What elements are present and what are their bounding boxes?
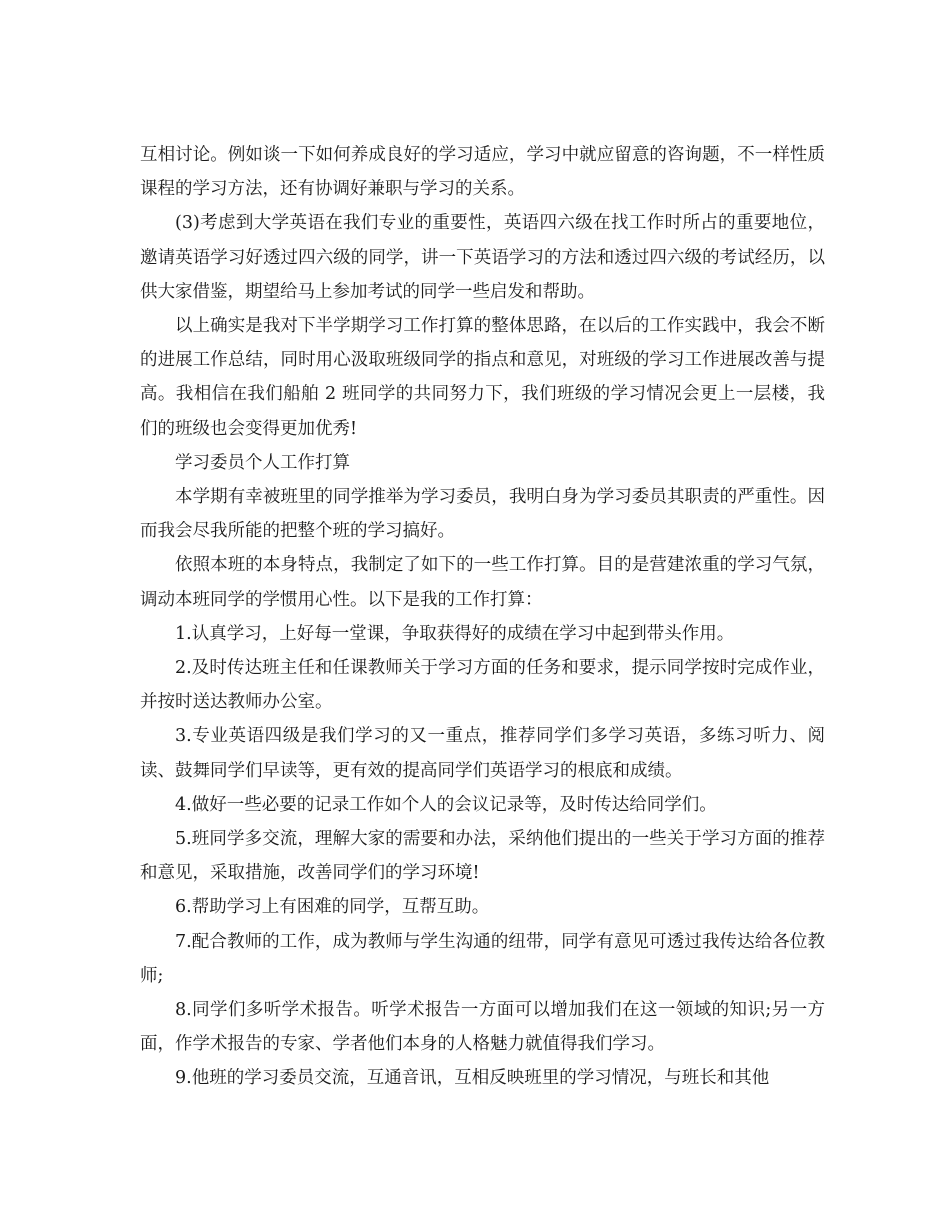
paragraph-3: 以上确实是我对下半学期学习工作打算的整体思路，在以后的工作实践中，我会不断的进展工作总结，同时用心汲取班级同学的指点和意见，对班级的学习工作进展改善与提高。我相信在我们船舶 2 班同学的共同努力下，我们班级的学习情况会更上一层楼，我们的班级也会变得更加优秀!: [140, 316, 825, 439]
list-item-9: 9.他班的学习委员交流，互通音讯，互相反映班里的学习情况，与班长和其他: [175, 1068, 770, 1089]
list-item-1: 1.认真学习，上好每一堂课，争取获得好的成绩在学习中起到带头作用。: [175, 623, 735, 644]
list-item-2: 2.及时传达班主任和任课教师关于学习方面的任务和要求，提示同学按时完成作业，并按时送达教师办公室。: [140, 658, 825, 713]
list-item-7: 7.配合教师的工作，成为教师与学生沟通的纽带，同学有意见可透过我传达给各位教师;: [140, 931, 825, 986]
paragraph-6: 依照本班的本身特点，我制定了如下的一些工作打算。目的是营建浓重的学习气氛，调动本班同学的学惯用心性。以下是我的工作打算：: [140, 555, 825, 610]
paragraph-5: 本学期有幸被班里的同学推举为学习委员，我明白身为学习委员其职责的严重性。因而我会尽我所能的把整个班的学习搞好。: [140, 487, 825, 542]
paragraph-1: 互相讨论。例如谈一下如何养成良好的学习适应，学习中就应留意的咨询题，不一样性质课程的学习方法，还有协调好兼职与学习的关系。: [140, 145, 825, 200]
section-heading: 学习委员个人工作打算: [175, 452, 350, 473]
list-item-6: 6.帮助学习上有困难的同学，互帮互助。: [175, 897, 490, 918]
list-item-4: 4.做好一些必要的记录工作如个人的会议记录等，及时传达给同学们。: [175, 794, 717, 815]
document-body: [140, 138, 825, 1096]
list-item-8: 8.同学们多听学术报告。听学术报告一方面可以增加我们在这一领域的知识;另一方面，作学术报告的专家、学者他们本身的人格魅力就值得我们学习。: [140, 1000, 825, 1055]
list-item-5: 5.班同学多交流，理解大家的需要和办法，采纳他们提出的一些关于学习方面的推荐和意见，采取措施，改善同学们的学习环境!: [140, 829, 825, 884]
list-item-3: 3.专业英语四级是我们学习的又一重点，推荐同学们多学习英语，多练习听力、阅读、鼓舞同学们早读等，更有效的提高同学们英语学习的根底和成绩。: [140, 726, 825, 781]
paragraph-2: (3)考虑到大学英语在我们专业的重要性，英语四六级在找工作时所占的重要地位，邀请英语学习好透过四六级的同学，讲一下英语学习的方法和透过四六级的考试经历，以供大家借鉴，期望给马上参加考试的同学一些启发和帮助。: [140, 213, 825, 302]
